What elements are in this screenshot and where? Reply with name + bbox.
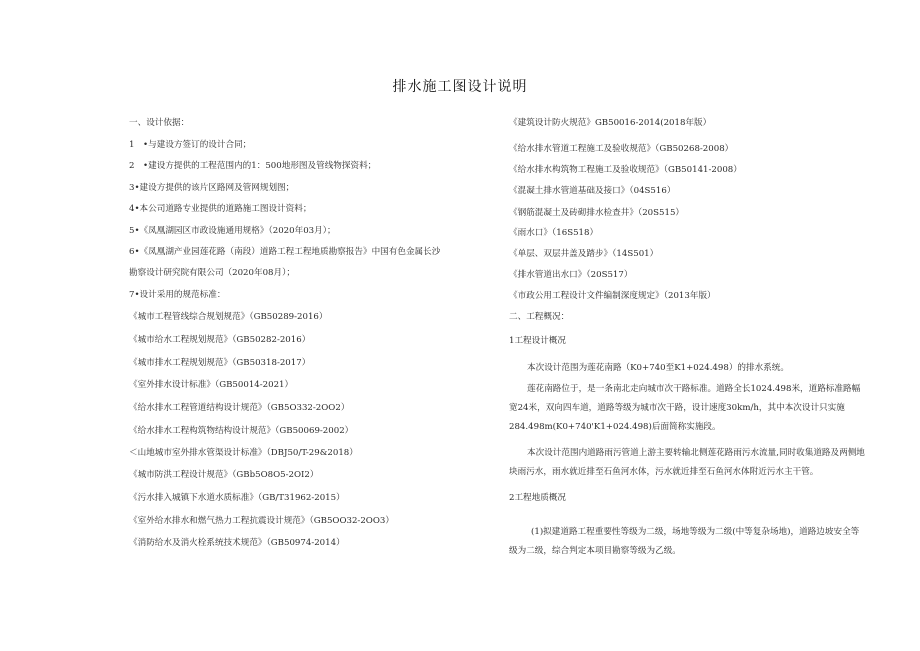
text-line: 《给水排水工程构筑物结构设计规范》（GB50069-2002） <box>129 426 354 436</box>
text-line: 《排水管道出水口》（20S517） <box>509 270 633 280</box>
text-line: 《室外给水排水和燃气热力工程抗震设计规范》（GB5OO32-2OO3） <box>129 516 394 526</box>
paragraph: (1)拟建道路工程重要性等级为二级，场地等级为二级(中等复杂场地)，道路边坡安全等级为二级，综合判定本项目勘察等级为乙级。 <box>509 527 860 556</box>
text-line: 1 •与建设方签订的设计合同； <box>129 140 252 150</box>
text-line: 《城市防洪工程设计规范》（GBb5O8O5-2OI2） <box>129 470 319 480</box>
text-line: 《建筑设计防火规范》GB50016-2014(2018年版） <box>509 118 712 128</box>
text-line: 4•本公司道路专业提供的道路施工图设计资料； <box>129 204 312 214</box>
text-line: 《混凝土排水管道基础及接口》（04S516） <box>509 186 676 196</box>
text-line: 《雨水口》（16S518） <box>509 228 599 238</box>
text-line: 《给水排水工程管道结构设计规范》（GB5O332-2OO2） <box>129 403 350 413</box>
text-line: 6•《凤凰湖产业园莲花路（南段）道路工程工程地质勘察报告》中国有色金属长沙 <box>129 247 441 257</box>
text-line: 《给水排水管道工程施工及验收规范》（GB50268-2008） <box>509 144 734 154</box>
text-line: 3•建设方提供的该片区路网及管网规划图； <box>129 183 295 193</box>
paragraph: 本次设计范围内道路雨污管道上游主要转输北侧莲花路雨污水流量,同时收集道路及两侧地块雨污水，雨水就近排至石鱼河水体，污水就近排至石鱼河水体附近污水主干管。 <box>509 448 865 477</box>
text-line: 《城市工程管线综合规划规范》（GB50289-2016） <box>129 312 328 322</box>
paragraph: 莲花南路位于，是一条南北走向城市次干路标准。道路全长1024.498米，道路标准路幅宽24米，双向四车道，道路等级为城市次干路，设计速度30km∕h，其中本次设计只实施284.498m(K0+740'K1+024.498)后面简称实施段。 <box>509 384 861 432</box>
text-line: 《室外排水设计标准》（GB50014-2021） <box>129 380 294 390</box>
text-line: 《单层、双层井盖及踏步》（14S501） <box>509 249 659 259</box>
text-line: 2 •建设方提供的工程范围内的1：500地形图及管线物探资料； <box>129 161 377 171</box>
text-line: 《给水排水构筑物工程施工及验收规范》（GB50141-2008） <box>509 165 742 175</box>
section-heading: 二、工程概况： <box>509 312 570 322</box>
text-line: ＜山地城市室外排水管渠设计标准》（DBJ50/T-29&2018） <box>129 448 358 458</box>
subsection-heading: 2工程地质概况 <box>509 493 567 503</box>
text-line: 《城市给水工程规划规范》（GB50282-2016） <box>129 335 311 345</box>
paragraph: 本次设计范围为莲花南路（K0+740至K1+024.498）的排水系统。 <box>527 363 789 373</box>
text-line: 《钢筋混凝土及砖砌排水检查井》（20S515） <box>509 208 685 218</box>
text-line: 7•设计采用的规范标准： <box>129 290 226 300</box>
text-line: 5•《凤凰湖园区市政设施通用规格》（2020年03月）； <box>129 226 336 236</box>
text-line: 《消防给水及消火栓系统技术规范》（GB50974-2014） <box>129 538 345 548</box>
text-line: 《城市排水工程规划规范》（GB50318-2017） <box>129 358 311 368</box>
text-line: 《污水排入城镇下水道水质标准》（GB/T31962-2015） <box>129 493 345 503</box>
subsection-heading: 1工程设计概况 <box>509 336 567 346</box>
text-line: 《市政公用工程设计文件编制深度规定》（2013年版） <box>509 291 716 301</box>
text-line: 勘察设计研究院有限公司（2020年08月）； <box>129 268 296 278</box>
page-title: 排水施工图设计说明 <box>392 79 528 95</box>
text-line: 一、设计依据： <box>129 118 190 128</box>
